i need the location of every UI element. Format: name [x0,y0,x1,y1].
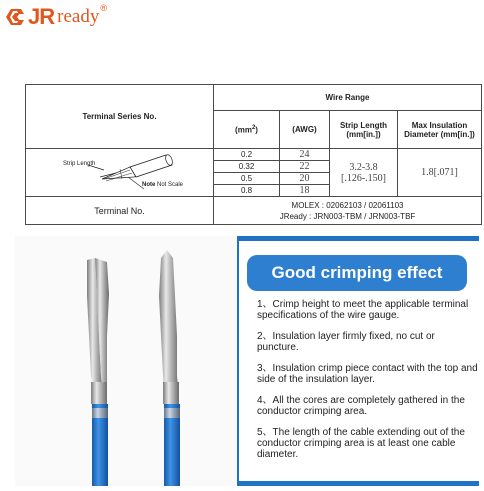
jr-logo-mark-icon [4,6,26,28]
max-insulation-column-header: Max Insulation Diameter (mm[in.]) [398,111,482,149]
strip-length-column-header: Strip Length (mm[in.]) [330,111,398,149]
strip-length-diagram [26,149,214,197]
stripped-wire-diagram-icon [26,149,212,197]
list-item: 4、All the cores are completely gathered in the conductor crimping area. [257,395,465,417]
list-item: 3、Insulation crimp piece contact with the top and side of the insulation layer. [257,363,478,385]
logo-suffix-text: ready [57,6,100,27]
logo-brand-text: JR [28,4,55,29]
logo-registered-mark: ® [100,3,107,13]
banner-title: Good crimping effect [271,263,443,282]
mm2-row-4: 0.8 [214,185,280,197]
crimped-terminals-illustration-icon [15,236,237,486]
jrready-part-numbers: JReady : JRN003-TBM / JRN003-TBF [279,211,416,221]
crimping-effect-info [239,241,479,481]
max-insulation-value: 1.8[.071] [398,149,482,197]
molex-part-numbers: MOLEX : 02062103 / 02061103 [291,200,404,210]
list-item: 1、Crimp height to meet the applicable terminal specifications of the wire gauge. [257,299,469,321]
awg-row-3: 20 [280,173,330,185]
mm2-column-header: $(mm^2)$ [214,111,280,149]
list-item: 2、Insulation layer firmly fixed, no cut or puncture. [257,331,435,353]
wire-range-header: Wire Range [214,85,482,111]
good-crimping-banner [247,255,467,291]
strip-length-label: Strip Length [63,161,96,167]
crimped-terminal-photo [15,236,237,486]
awg-row-1: 24 [280,149,330,161]
awg-row-2: 22 [280,161,330,173]
awg-row-4: 18 [280,185,330,197]
mm2-row-2: 0.32 [214,161,280,173]
list-item: 5、The length of the cable extending out of the conductor crimping area is at least one cable diameter. [257,427,465,460]
not-to-scale-note: Note Not Scale [142,182,184,188]
terminal-series-header: Terminal Series No. [26,85,214,149]
terminal-no-values [214,197,482,225]
mm2-row-3: 0.5 [214,173,280,185]
wire-range-spec-table [25,84,482,225]
brand-logo [4,4,107,30]
crimping-effect-panel [15,236,479,486]
terminal-no-label: Terminal No. [26,197,214,225]
crimping-points-list [257,299,479,470]
strip-length-value: 3.2-3.8 [.126-.150] [330,149,398,197]
mm2-row-1: 0.2 [214,149,280,161]
awg-column-header: (AWG) [280,111,330,149]
